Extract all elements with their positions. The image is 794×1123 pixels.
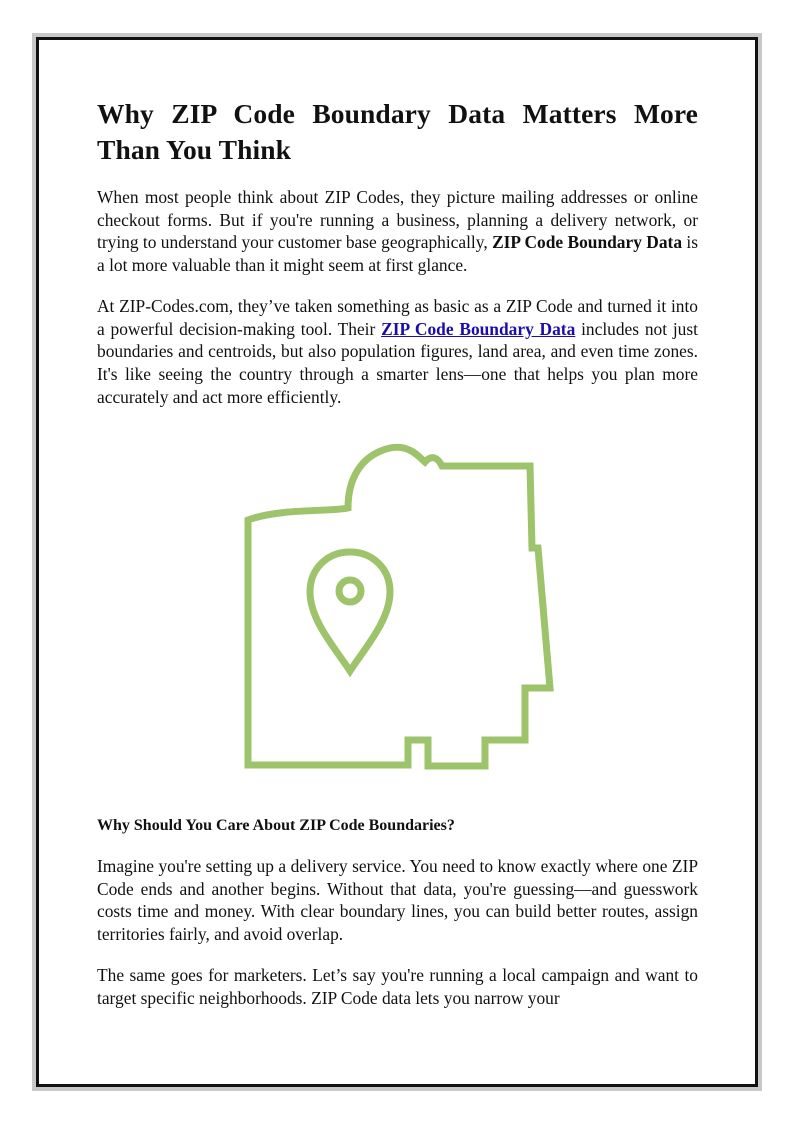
boundary-outline [248,447,550,766]
intro-paragraph [97,186,698,277]
para2-text-1: At ZIP-Codes.com, they’ve taken something as basic as a ZIP Code and turned it into a powerful decision-making tool. Their [97,295,698,339]
zip-boundary-map-pin-icon [240,440,560,770]
intro-text-2: is a lot more valuable than it might seem at first glance. [97,232,698,276]
third-paragraph: Imagine you're setting up a delivery service. You need to know exactly where one ZIP Code ends and another begins. Without that data, you're guessing—and guesswork costs time and money. With clear boundary lines, you can build better routes, assign territories fairly, and avoid overlap. [97,856,698,945]
article-top [97,96,698,408]
para2-text-2: includes not just boundaries and centroids, but also population figures, land area, and even time zones. It's like seeing the country through a smarter lens—one that helps you plan more accurately and act more efficiently. [97,318,698,407]
intro-text-1: When most people think about ZIP Codes, they picture mailing addresses or online checkout forms. But if you're running a business, planning a delivery network, or trying to understand your customer base geographically, [97,187,698,253]
article-title: Why ZIP Code Boundary Data Matters More Than You Think [97,98,698,165]
intro-bold-term: ZIP Code Boundary Data [492,232,683,253]
zip-boundary-data-link[interactable]: ZIP Code Boundary Data [381,318,576,339]
article-lower [97,855,698,1009]
map-pin-hole [339,580,361,602]
map-pin-shape [310,552,390,671]
section-heading: Why Should You Care About ZIP Code Boundaries? [97,817,455,834]
second-paragraph [97,295,698,409]
fourth-paragraph: The same goes for marketers. Let’s say you're running a local campaign and want to target specific neighborhoods. ZIP Code data lets you narrow your [97,964,698,1008]
